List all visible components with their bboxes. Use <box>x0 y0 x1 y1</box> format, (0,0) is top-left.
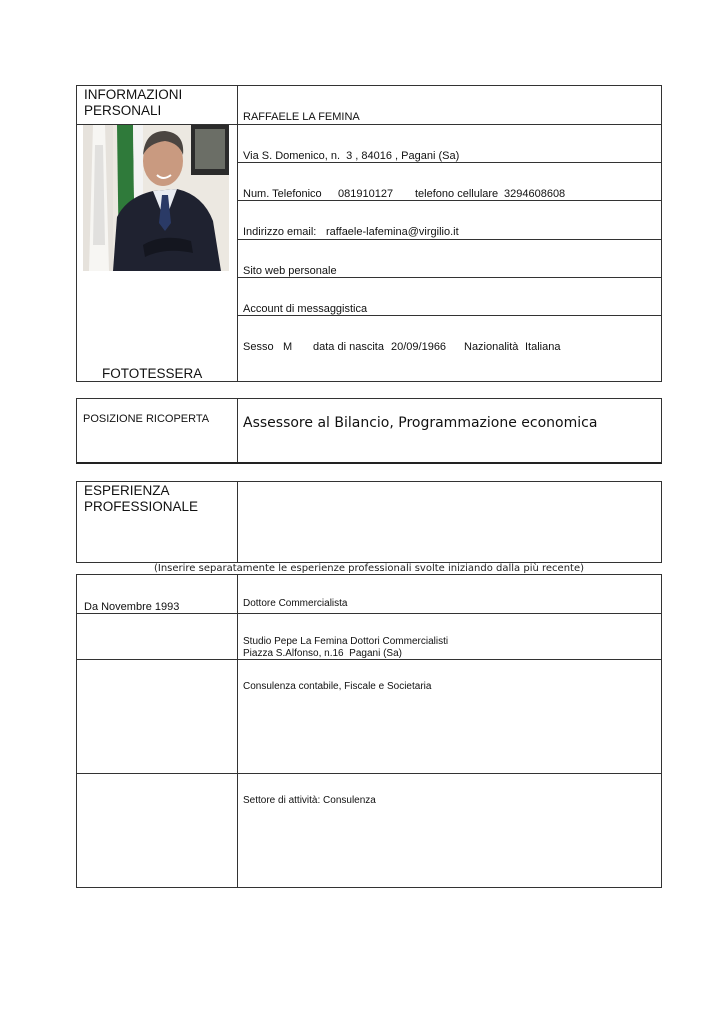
experience-entry-table <box>76 574 662 888</box>
experience-employer-line1: Studio Pepe La Femina Dottori Commercialisti <box>243 636 449 647</box>
row-divider <box>237 277 661 278</box>
email-value[interactable]: raffaele-lafemina@virgilio.it <box>326 226 459 238</box>
personal-info-table <box>76 85 662 382</box>
experience-role: Dottore Commercialista <box>243 598 348 609</box>
nationality-value: Italiana <box>525 341 561 353</box>
address: Via S. Domenico, n. 3 , 84016 , Pagani (Sa) <box>243 150 460 162</box>
row-divider <box>237 239 661 240</box>
row-divider <box>77 773 661 774</box>
experience-section-label: ESPERIENZA PROFESSIONALE <box>84 483 199 514</box>
experience-activities: Consulenza contabile, Fiscale e Societaria <box>243 681 432 692</box>
birth-label: data di nascita <box>313 341 384 353</box>
column-divider <box>237 575 238 887</box>
row-divider <box>237 162 661 163</box>
sex-label: Sesso <box>243 341 274 353</box>
full-name: RAFFAELE LA FEMINA <box>243 111 360 123</box>
experience-date: Da Novembre 1993 <box>84 601 180 613</box>
position-label: POSIZIONE RICOPERTA <box>83 413 210 425</box>
experience-employer-line2: Piazza S.Alfonso, n.16 Pagani (Sa) <box>243 648 402 659</box>
experience-sector: Settore di attività: Consulenza <box>243 795 376 806</box>
phone-value: 081910127 <box>338 188 394 200</box>
portrait-image <box>83 125 229 271</box>
experience-note: (Inserire separatamente le esperienze professionali svolte iniziando dalla più recente) <box>153 563 585 574</box>
email-label: Indirizzo email: <box>243 226 317 238</box>
birth-value: 20/09/1966 <box>391 341 447 353</box>
column-divider <box>237 482 238 562</box>
row-divider <box>237 200 661 201</box>
profile-photo <box>83 125 229 271</box>
personal-section-label: INFORMAZIONI PERSONALI <box>84 87 183 118</box>
row-divider <box>237 315 661 316</box>
row-divider <box>77 613 661 614</box>
photo-caption: FOTOTESSERA <box>102 366 203 381</box>
mobile-value: 3294608608 <box>504 188 566 200</box>
nationality-label: Nazionalità <box>464 341 519 353</box>
column-divider <box>237 399 238 462</box>
row-divider <box>77 659 661 660</box>
position-table <box>76 398 662 464</box>
experience-header-table <box>76 481 662 563</box>
phone-label: Num. Telefonico <box>243 188 322 200</box>
position-value: Assessore al Bilancio, Programmazione economica <box>243 415 598 431</box>
messaging-label: Account di messaggistica <box>243 303 368 315</box>
sex-value: M <box>283 341 293 353</box>
column-divider <box>237 86 238 381</box>
mobile-label: telefono cellulare <box>415 188 499 200</box>
website-label: Sito web personale <box>243 265 337 277</box>
row-divider <box>237 124 661 125</box>
